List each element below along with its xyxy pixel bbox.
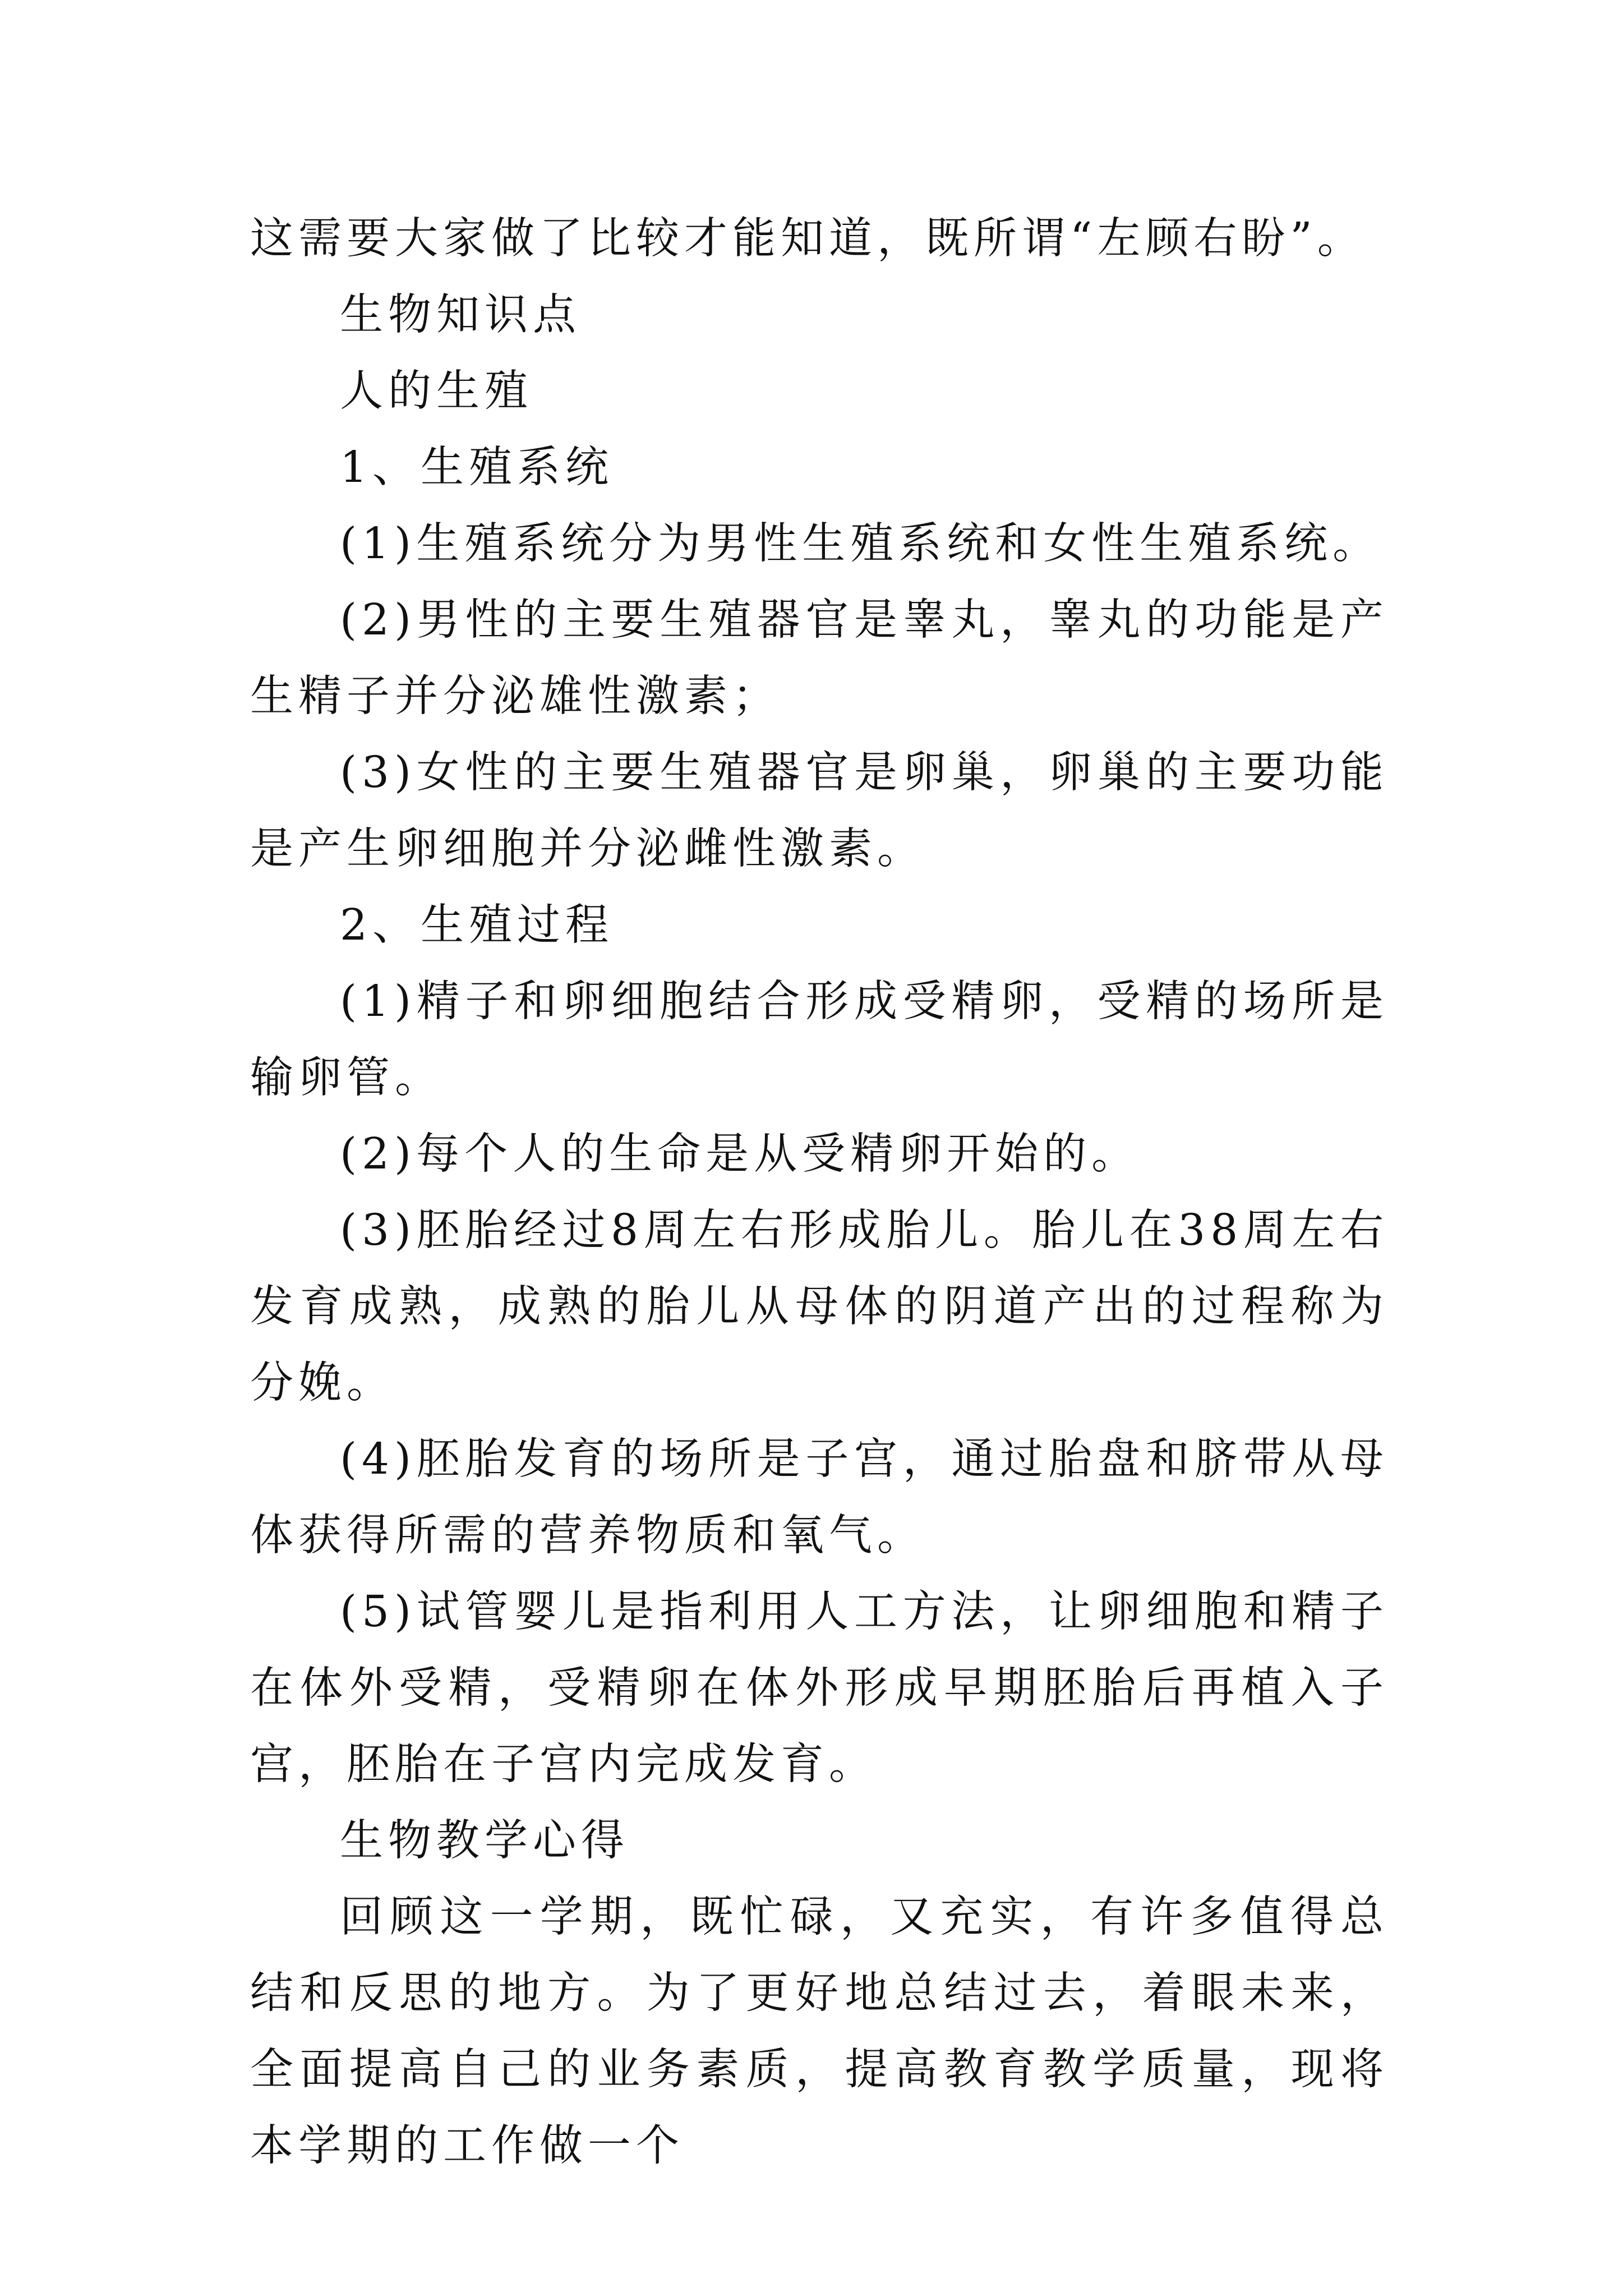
- paragraph: (3)女性的主要生殖器官是卵巢，卵巢的主要功能是产生卵细胞并分泌雌性激素。: [250, 748, 1389, 874]
- heading-teaching-reflection: 生物教学心得: [340, 1816, 629, 1866]
- paragraph: (2)男性的主要生殖器官是睾丸，睾丸的功能是产生精子并分泌雄性激素；: [250, 595, 1389, 721]
- heading-reproductive-system: 1、生殖系统: [340, 443, 614, 493]
- heading-reproductive-process: 2、生殖过程: [340, 900, 614, 950]
- paragraph: (1)生殖系统分为男性生殖系统和女性生殖系统。: [340, 519, 1381, 569]
- paragraph: (1)精子和卵细胞结合形成受精卵，受精的场所是输卵管。: [250, 977, 1389, 1103]
- paragraph: (5)试管婴儿是指利用人工方法，让卵细胞和精子在体外受精，受精卵在体外形成早期胚胎后再植入子宫，胚胎在子宫内完成发育。: [250, 1587, 1389, 1789]
- paragraph: (3)胚胎经过8周左右形成胎儿。胎儿在38周左右发育成熟，成熟的胎儿从母体的阴道产出的过程称为分娩。: [250, 1205, 1389, 1408]
- heading-biology-knowledge: 生物知识点: [340, 290, 581, 340]
- paragraph-continuation: 这需要大家做了比较才能知道，既所谓“左顾右盼”。: [250, 214, 1366, 264]
- heading-human-reproduction: 人的生殖: [340, 366, 533, 416]
- paragraph: (4)胚胎发育的场所是子宫，通过胎盘和脐带从母体获得所需的营养物质和氧气。: [250, 1434, 1389, 1561]
- paragraph: 回顾这一学期，既忙碌，又充实，有许多值得总结和反思的地方。为了更好地总结过去，着眼未来，全面提高自己的业务素质，提高教育教学质量，现将本学期的工作做一个: [250, 1892, 1389, 2171]
- paragraph: (2)每个人的生命是从受精卵开始的。: [340, 1129, 1140, 1179]
- document-body: [250, 201, 1389, 2184]
